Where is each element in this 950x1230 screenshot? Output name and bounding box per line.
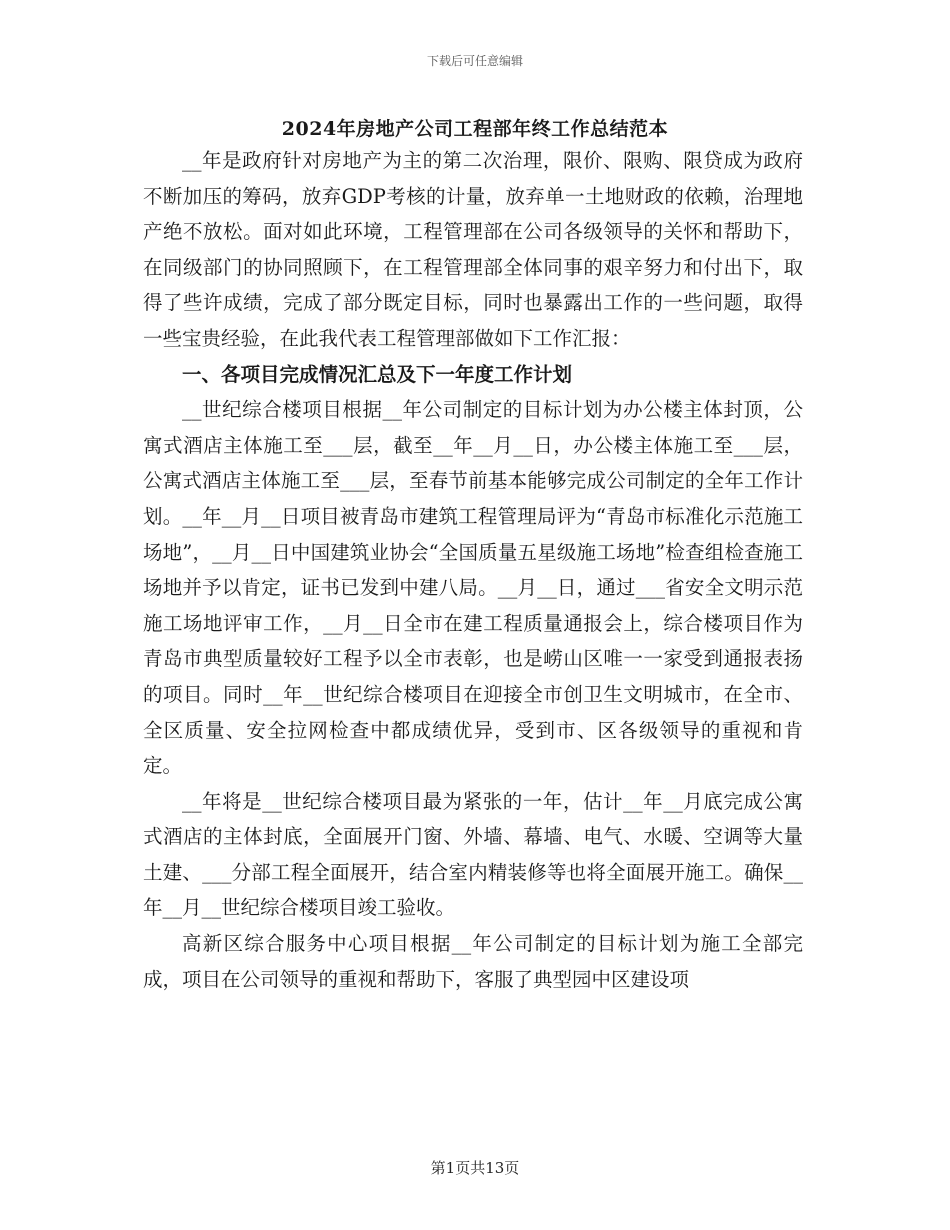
section-heading: 一、各项目完成情况汇总及下一年度工作计划 xyxy=(182,362,573,386)
page-header-note: 下载后可任意编辑 xyxy=(426,54,523,68)
paragraph-intro: __年是政府针对房地产为主的第二次治理，限价、限购、限贷成为政府不断加压的筹码，放弃GDP考核的计量，放弃单一土地财政的依赖，治理地产绝不放松。面对如此环境，工程管理部在公司各级领导的关怀和帮助下，在同级部门的协同照顾下，在工程管理部全体同事的艰辛努力和付出下，取得了些许成绩，完成了部分既定目标，同时也暴露出工作的一些问题，取得一些宝贵经验，在此我代表工程管理部做如下工作汇报： xyxy=(143,149,803,350)
document-body xyxy=(143,143,803,997)
paragraph-hightech-center: 高新区综合服务中心项目根据__年公司制定的目标计划为施工全部完成，项目在公司领导的重视和帮助下，客服了典型园中区建设项 xyxy=(143,932,803,991)
paragraph-project-century: __世纪综合楼项目根据__年公司制定的目标计划为办公楼主体封顶，公寓式酒店主体施工至___层，截至__年__月__日，办公楼主体施工至___层，公寓式酒店主体施工至___层，至春节前基本能够完成公司制定的全年工作计划。__年__月__日项目被青岛市建筑工程管理局评为“青岛市标准化示范施工场地”，__月__日中国建筑业协会“全国质量五星级施工场地”检查组检查施工场地并予以肯定，证书已发到中建八局。__月__日，通过___省安全文明示范施工场地评审工作，__月__日全市在建工程质量通报会上，综合楼项目作为青岛市典型质量较好工程予以全市表彰，也是崂山区唯一一家受到通报表扬的项目。同时__年__世纪综合楼项目在迎接全市创卫生文明城市，在全市、全区质量、安全拉网检查中都成绩优异，受到市、区各级领导的重视和肯定。 xyxy=(143,398,803,778)
paragraph-next-year-plan: __年将是__世纪综合楼项目最为紧张的一年，估计__年__月底完成公寓式酒店的主体封底，全面展开门窗、外墙、幕墙、电气、水暖、空调等大量土建、___分部工程全面展开，结合室内精装修等也将全面展开施工。确保__年__月__世纪综合楼项目竣工验收。 xyxy=(143,789,803,920)
document-title: 2024年房地产公司工程部年终工作总结范本 xyxy=(281,118,669,140)
page-number: 第1页共13页 xyxy=(430,1159,520,1177)
